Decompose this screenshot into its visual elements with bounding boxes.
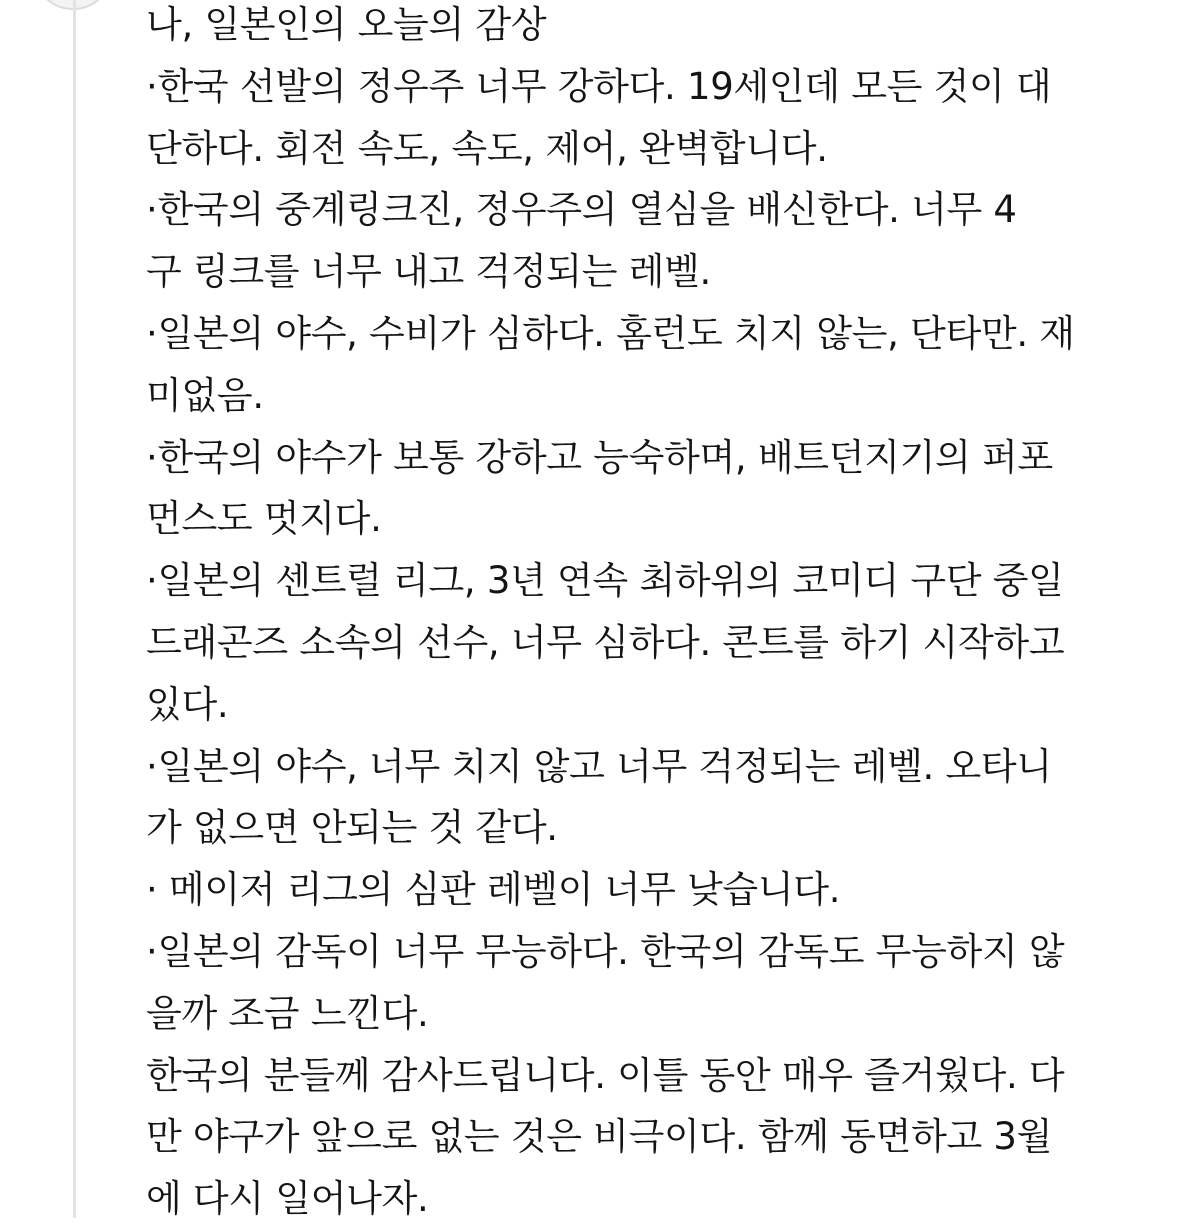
post-line: 을까 조금 느낀다. bbox=[146, 991, 429, 1035]
thread-connector-line bbox=[73, 0, 76, 1218]
post-line: 나, 일본인의 오늘의 감상 bbox=[146, 3, 547, 46]
post-line: ·한국의 중계링크진, 정우주의 열심을 배신한다. 너무 4 bbox=[146, 188, 1017, 232]
post-line: ·일본의 야수, 수비가 심하다. 홈런도 치지 않는, 단타만. 재 bbox=[146, 311, 1075, 355]
post-line: 미없음. bbox=[146, 373, 264, 417]
post-line: 만 야구가 앞으로 없는 것은 비극이다. 함께 동면하고 3월 bbox=[146, 1115, 1053, 1159]
post-line: ·일본의 감독이 너무 무능하다. 한국의 감독도 무능하지 않 bbox=[146, 929, 1065, 973]
post-line: 구 링크를 너무 내고 걱정되는 레벨. bbox=[146, 250, 711, 294]
post-line: 드래곤즈 소속의 선수, 너무 심하다. 콘트를 하기 시작하고 bbox=[146, 620, 1065, 664]
post-line: ·한국 선발의 정우주 너무 강하다. 19세인데 모든 것이 대 bbox=[146, 64, 1052, 108]
post-line: 먼스도 멋지다. bbox=[146, 497, 382, 541]
post-line: ·일본의 센트럴 리그, 3년 연속 최하위의 코미디 구단 중일 bbox=[146, 559, 1064, 603]
post-line: · 메이저 리그의 심판 레벨이 너무 낮습니다. bbox=[146, 868, 841, 912]
post-line: 한국의 분들께 감사드립니다. 이틀 동안 매우 즐거웠다. 다 bbox=[146, 1053, 1065, 1097]
post-line: 단하다. 회전 속도, 속도, 제어, 완벽합니다. bbox=[146, 126, 828, 170]
post-line: 에 다시 일어나자. bbox=[146, 1177, 429, 1221]
post-text bbox=[146, 0, 1146, 1230]
post-line: 있다. bbox=[146, 682, 229, 726]
post-line: 가 없으면 안되는 것 같다. bbox=[146, 806, 558, 850]
post-line: ·일본의 야수, 너무 치지 않고 너무 걱정되는 레벨. 오타니 bbox=[146, 744, 1052, 788]
post-line: ·한국의 야수가 보통 강하고 능숙하며, 배트던지기의 퍼포 bbox=[146, 435, 1053, 479]
